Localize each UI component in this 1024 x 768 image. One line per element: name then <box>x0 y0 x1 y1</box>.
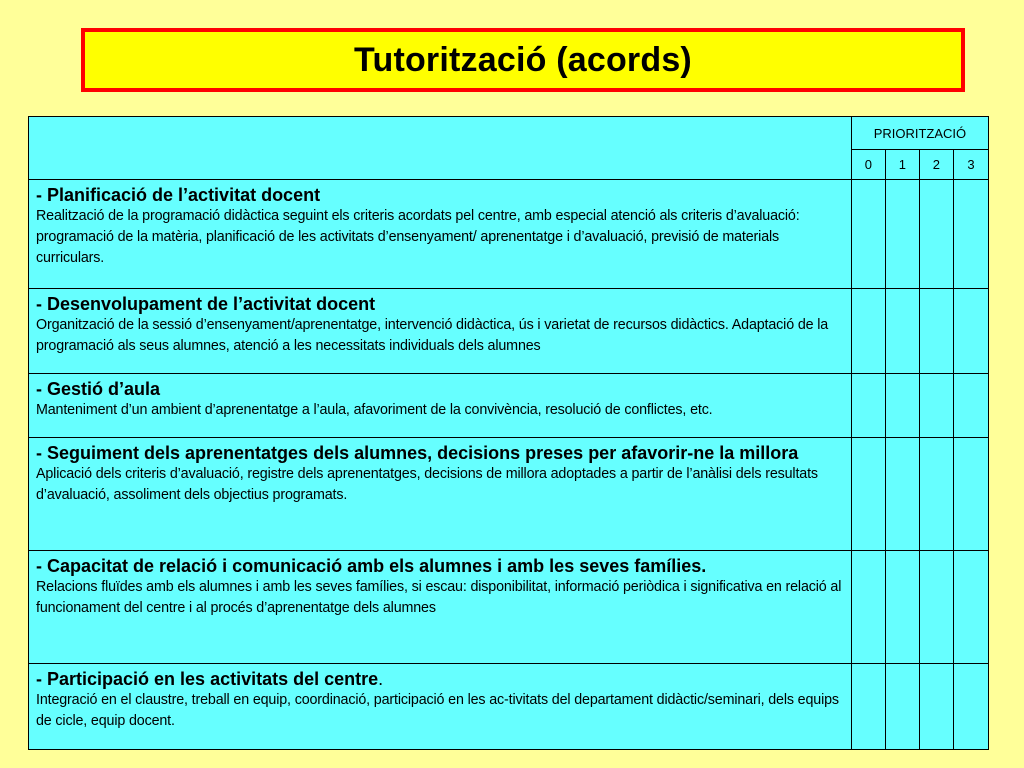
table-row <box>29 551 989 664</box>
header-empty-cell <box>29 117 852 180</box>
item-description: Relacions fluïdes amb els alumnes i amb les seves famílies, si escau: disponibilitat, informació periòdica i significativa en relació al funcionament del centre i al procés d’aprenentatge dels alumnes <box>36 579 842 616</box>
item-heading: - Gestió d’aula <box>36 379 161 399</box>
header-row-prioritization <box>29 117 989 150</box>
item-description: Organització de la sessió d’ensenyament/aprenentatge, intervenció didàctica, ús i varietat de recursos didàctics. Adaptació de la programació als seus alumnes, atenció a les necessitats individuals dels alumnes <box>36 317 829 354</box>
score-cell-0[interactable] <box>851 289 885 374</box>
item-description: Aplicació dels criteris d’avaluació, registre dels aprenentatges, decisions de millora adoptades a partir de l’anàlisi dels resultats d’avaluació, assoliment dels objectius programats. <box>36 466 818 503</box>
title-banner <box>81 28 965 92</box>
item-description: Integració en el claustre, treball en equip, coordinació, participació en les ac-tivitats del departament didàctic/seminari, dels equips de cicle, equip docent. <box>36 692 839 729</box>
score-cell-1[interactable] <box>885 374 919 438</box>
evaluation-table <box>28 116 989 750</box>
item-cell <box>29 438 852 551</box>
score-cell-1[interactable] <box>885 180 919 289</box>
score-cell-1[interactable] <box>885 664 919 750</box>
level-1-header: 1 <box>885 150 919 180</box>
table-row <box>29 374 989 438</box>
item-heading: - Desenvolupament de l’activitat docent <box>36 294 376 314</box>
item-heading: - Seguiment dels aprenentatges dels alumnes, decisions preses per afavorir-ne la millora <box>36 443 799 463</box>
table-row <box>29 180 989 289</box>
score-cell-3[interactable] <box>953 374 988 438</box>
item-cell <box>29 289 852 374</box>
item-heading: - Planificació de l’activitat docent <box>36 185 321 205</box>
item-heading: - Participació en les activitats del centre. <box>36 669 384 689</box>
score-cell-0[interactable] <box>851 664 885 750</box>
item-cell <box>29 551 852 664</box>
score-cell-2[interactable] <box>919 438 953 551</box>
score-cell-0[interactable] <box>851 551 885 664</box>
score-cell-3[interactable] <box>953 664 988 750</box>
item-heading: - Capacitat de relació i comunicació amb els alumnes i amb les seves famílies. <box>36 556 707 576</box>
score-cell-0[interactable] <box>851 438 885 551</box>
level-0-header: 0 <box>851 150 885 180</box>
score-cell-2[interactable] <box>919 289 953 374</box>
item-cell <box>29 664 852 750</box>
score-cell-3[interactable] <box>953 289 988 374</box>
score-cell-2[interactable] <box>919 374 953 438</box>
page-title: Tutorització (acords) <box>354 40 692 79</box>
score-cell-3[interactable] <box>953 438 988 551</box>
score-cell-2[interactable] <box>919 180 953 289</box>
score-cell-0[interactable] <box>851 180 885 289</box>
item-description: Manteniment d’un ambient d’aprenentatge a l’aula, afavoriment de la convivència, resolució de conflictes, etc. <box>36 402 713 418</box>
score-cell-2[interactable] <box>919 551 953 664</box>
score-cell-1[interactable] <box>885 438 919 551</box>
table-row <box>29 289 989 374</box>
table-row <box>29 438 989 551</box>
score-cell-3[interactable] <box>953 551 988 664</box>
item-cell <box>29 374 852 438</box>
score-cell-1[interactable] <box>885 551 919 664</box>
score-cell-1[interactable] <box>885 289 919 374</box>
score-cell-3[interactable] <box>953 180 988 289</box>
item-description: Realització de la programació didàctica seguint els criteris acordats pel centre, amb especial atenció als criteris d’avaluació: programació de la matèria, planificació de les activitats d’ensenyament/ aprenentatge i d’avaluació, previsió de materials curriculars. <box>36 208 800 266</box>
score-cell-0[interactable] <box>851 374 885 438</box>
level-3-header: 3 <box>953 150 988 180</box>
prioritization-header: PRIORITZACIÓ <box>851 117 988 150</box>
table-row <box>29 664 989 750</box>
score-cell-2[interactable] <box>919 664 953 750</box>
item-cell <box>29 180 852 289</box>
level-2-header: 2 <box>919 150 953 180</box>
